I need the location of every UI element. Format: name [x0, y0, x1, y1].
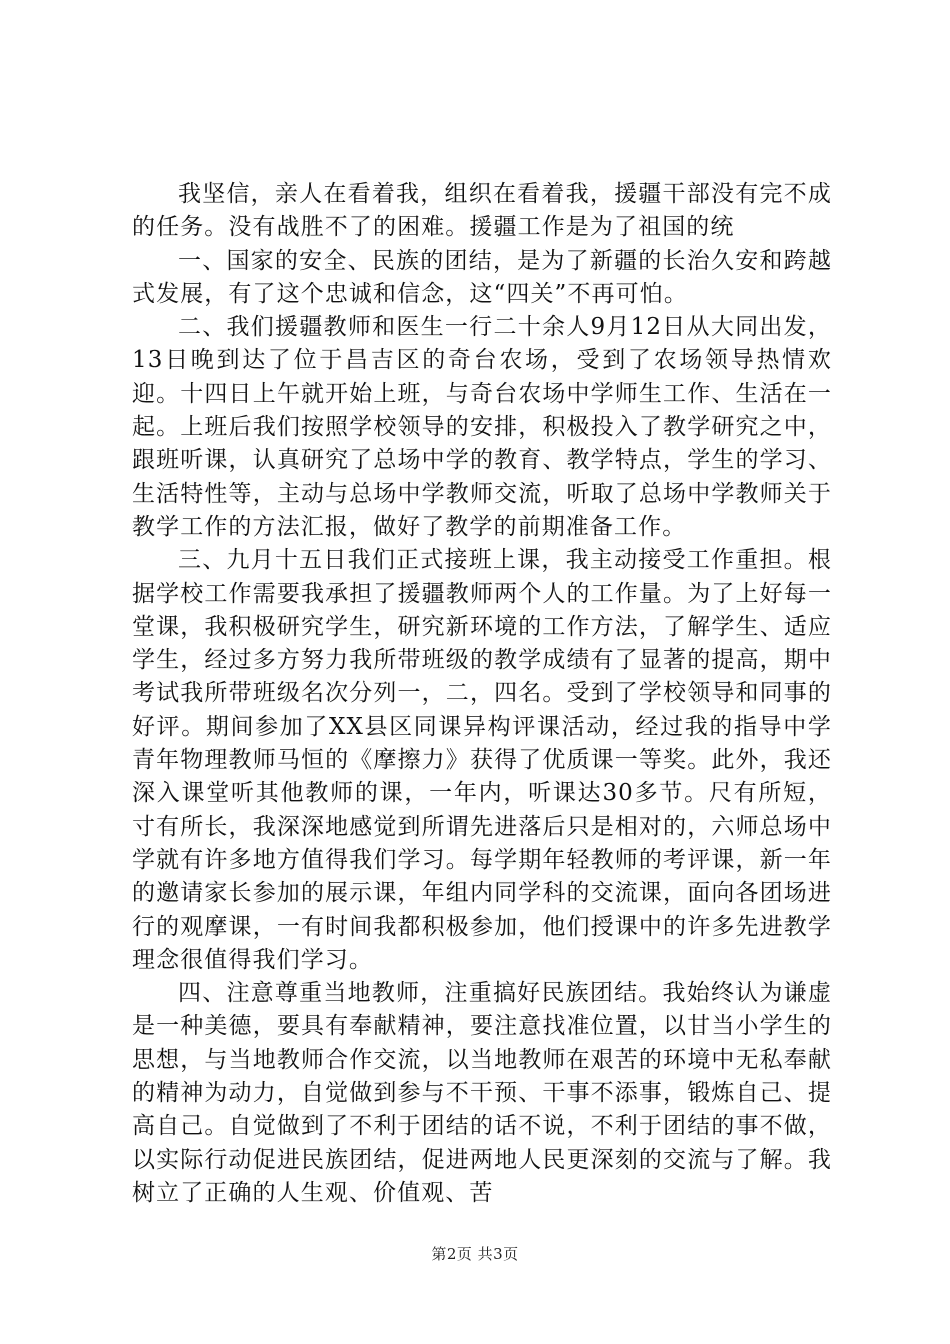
document-body — [132, 178, 832, 1210]
paragraph-section-4: 四、注意尊重当地教师，注重搞好民族团结。我始终认为谦虚是一种美德，要具有奉献精神，要注意找准位置，以甘当小学生的思想，与当地教师合作交流，以当地教师在艰苦的环境中无私奉献的精神为动力，自觉做到参与不干预、干事不添事，锻炼自己、提高自己。自觉做到了不利于团结的话不说，不利于团结的事不做，以实际行动促进民族团结，促进两地人民更深刻的交流与了解。我树立了正确的人生观、价值观、苦 — [132, 980, 832, 1206]
page-number-footer: 第2页 共3页 — [431, 1245, 519, 1263]
paragraph-section-1: 一、国家的安全、民族的团结，是为了新疆的长治久安和跨越式发展，有了这个忠诚和信念，这“四关”不再可怕。 — [132, 247, 832, 307]
paragraph-section-3: 三、九月十五日我们正式接班上课，我主动接受工作重担。根据学校工作需要我承担了援疆教师两个人的工作量。为了上好每一堂课，我积极研究学生，研究新环境的工作方法，了解学生、适应学生，经过多方努力我所带班级的教学成绩有了显著的提高，期中考试我所带班级名次分列一，二，四名。受到了学校领导和同事的好评。期间参加了XX县区同课异构评课活动，经过我的指导中学青年物理教师马恒的《摩擦力》获得了优质课一等奖。此外，我还深入课堂听其他教师的课，一年内，听课达30多节。尺有所短，寸有所长，我深深地感觉到所谓先进落后只是相对的，六师总场中学就有许多地方值得我们学习。每学期年轻教师的考评课，新一年的邀请家长参加的展示课，年组内同学科的交流课，面向各团场进行的观摩课，一有时间我都积极参加，他们授课中的许多先进教学理念很值得我们学习。 — [132, 547, 832, 973]
paragraph-section-2: 二、我们援疆教师和医生一行二十余人9月12日从大同出发，13日晚到达了位于昌吉区的奇台农场，受到了农场领导热情欢迎。十四日上午就开始上班，与奇台农场中学师生工作、生活在一起。上班后我们按照学校领导的安排，积极投入了教学研究之中，跟班听课，认真研究了总场中学的教育、教学特点，学生的学习、生活特性等，主动与总场中学教师交流，听取了总场中学教师关于教学工作的方法汇报，做好了教学的前期准备工作。 — [132, 314, 832, 540]
paragraph-intro: 我坚信，亲人在看着我，组织在看着我，援疆干部没有完不成的任务。没有战胜不了的困难。援疆工作是为了祖国的统 — [132, 181, 832, 241]
